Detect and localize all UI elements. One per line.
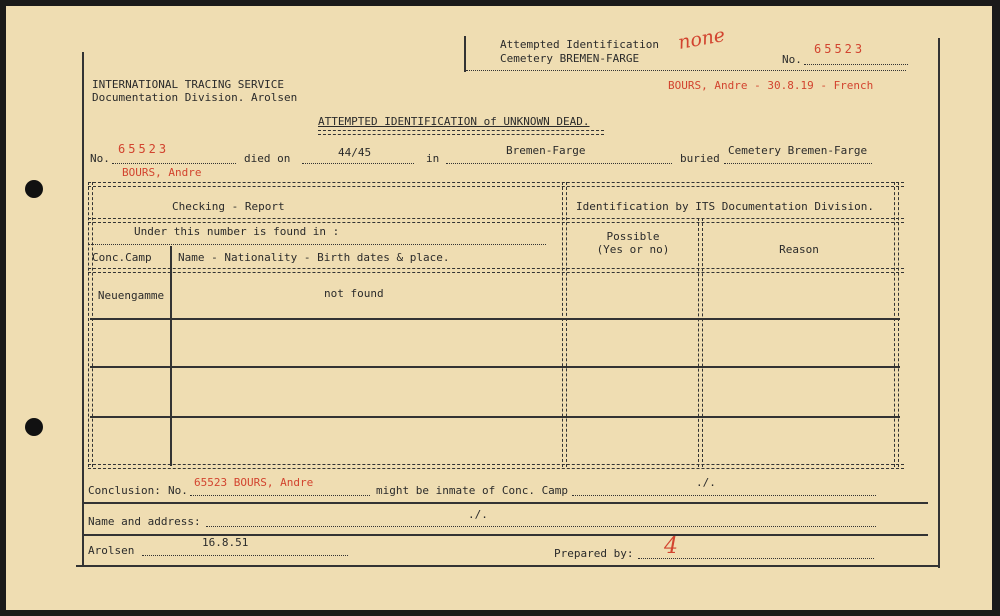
- index-card: [6, 6, 992, 610]
- header-box-line2: Cemetery BREMEN-FARGE: [500, 52, 640, 65]
- name-address-value: ./.: [468, 508, 488, 521]
- col-possible-header-1: Possible: [606, 230, 660, 243]
- header-box-no-dots: [804, 64, 908, 65]
- punch-hole-top: [25, 180, 43, 198]
- col-camp-header: Conc.Camp: [92, 251, 152, 264]
- conclusion-text: might be inmate of Conc. Camp: [376, 484, 569, 497]
- prepared-by-label: Prepared by:: [554, 547, 634, 560]
- conclusion-no-label: No.: [168, 484, 188, 497]
- record-name-red: BOURS, Andre: [122, 166, 202, 179]
- footer-date: 16.8.51: [202, 536, 249, 549]
- header-box-no-label: No.: [782, 53, 802, 66]
- frame-left-line: [82, 52, 84, 567]
- record-no-label: No.: [90, 152, 110, 165]
- col-reason-header: Reason: [779, 243, 819, 256]
- record-died-value: 44/45: [338, 146, 372, 159]
- record-no-dots: [112, 163, 236, 164]
- subject-red-line: BOURS, Andre - 30.8.19 - French: [668, 79, 874, 92]
- table-row1-rule: [90, 318, 900, 320]
- frame-bottom-line: [76, 565, 940, 567]
- sender-line2: Documentation Division. Arolsen: [92, 91, 298, 104]
- footer-date-dots: [142, 555, 348, 556]
- conclusion-camp-dots: [572, 495, 876, 496]
- sender-line1: INTERNATIONAL TRACING SERVICE: [92, 78, 285, 91]
- record-in-dots: [446, 163, 672, 164]
- punch-hole-bottom: [25, 418, 43, 436]
- footer-place-label: Arolsen: [88, 544, 135, 557]
- record-buried-label: buried: [680, 152, 720, 165]
- record-in-label: in: [426, 152, 440, 165]
- record-died-label: died on: [244, 152, 291, 165]
- table-top-rule: [88, 182, 904, 187]
- table-mid-rule: [562, 182, 567, 467]
- name-address-dots: [206, 526, 876, 527]
- record-no-value: 65523: [118, 142, 170, 156]
- table-row3-rule: [90, 416, 900, 418]
- record-buried-dots: [724, 163, 872, 164]
- left-header: Checking - Report: [172, 200, 285, 213]
- table-bottom-rule: [88, 464, 904, 469]
- conclusion-label: Conclusion:: [88, 484, 161, 497]
- header-box-left-line: [464, 36, 466, 72]
- table-right-rule: [894, 182, 899, 467]
- row-camp: Neuengamme: [97, 289, 165, 302]
- table-possible-rule: [698, 218, 703, 467]
- header-box-no-value: 65523: [814, 42, 866, 56]
- frame-right-line: [938, 38, 940, 568]
- conclusion-value: ./.: [696, 476, 716, 489]
- handwritten-note: none: [676, 24, 727, 54]
- conclusion-no-dots: [190, 495, 370, 496]
- table-subheader-rule: [88, 244, 546, 245]
- record-in-value: Bremen-Farge: [506, 144, 586, 157]
- table-camp-rule: [170, 246, 172, 466]
- header-box-bottom-line: [466, 70, 906, 71]
- table-colhead-rule: [88, 268, 904, 273]
- table-row2-rule: [90, 366, 900, 368]
- col-name-header: Name - Nationality - Birth dates & place.: [178, 251, 450, 264]
- row-details: not found: [324, 287, 384, 300]
- conclusion-rule: [82, 502, 928, 504]
- sub-header: Under this number is found in :: [134, 225, 340, 238]
- page-title: ATTEMPTED IDENTIFICATION of UNKNOWN DEAD.: [318, 115, 590, 128]
- table-left-rule: [88, 182, 93, 467]
- record-buried-value: Cemetery Bremen-Farge: [728, 144, 868, 157]
- name-address-label: Name and address:: [88, 515, 201, 528]
- header-box-line1: Attempted Identification: [500, 38, 659, 51]
- prepared-by-mark: 4: [664, 534, 678, 559]
- conclusion-value-red: 65523 BOURS, Andre: [194, 476, 314, 489]
- right-header: Identification by ITS Documentation Division.: [576, 200, 875, 213]
- record-died-dots: [302, 163, 414, 164]
- title-underline: [318, 130, 604, 135]
- col-possible-header-2: (Yes or no): [596, 243, 670, 256]
- table-header-rule: [88, 218, 904, 223]
